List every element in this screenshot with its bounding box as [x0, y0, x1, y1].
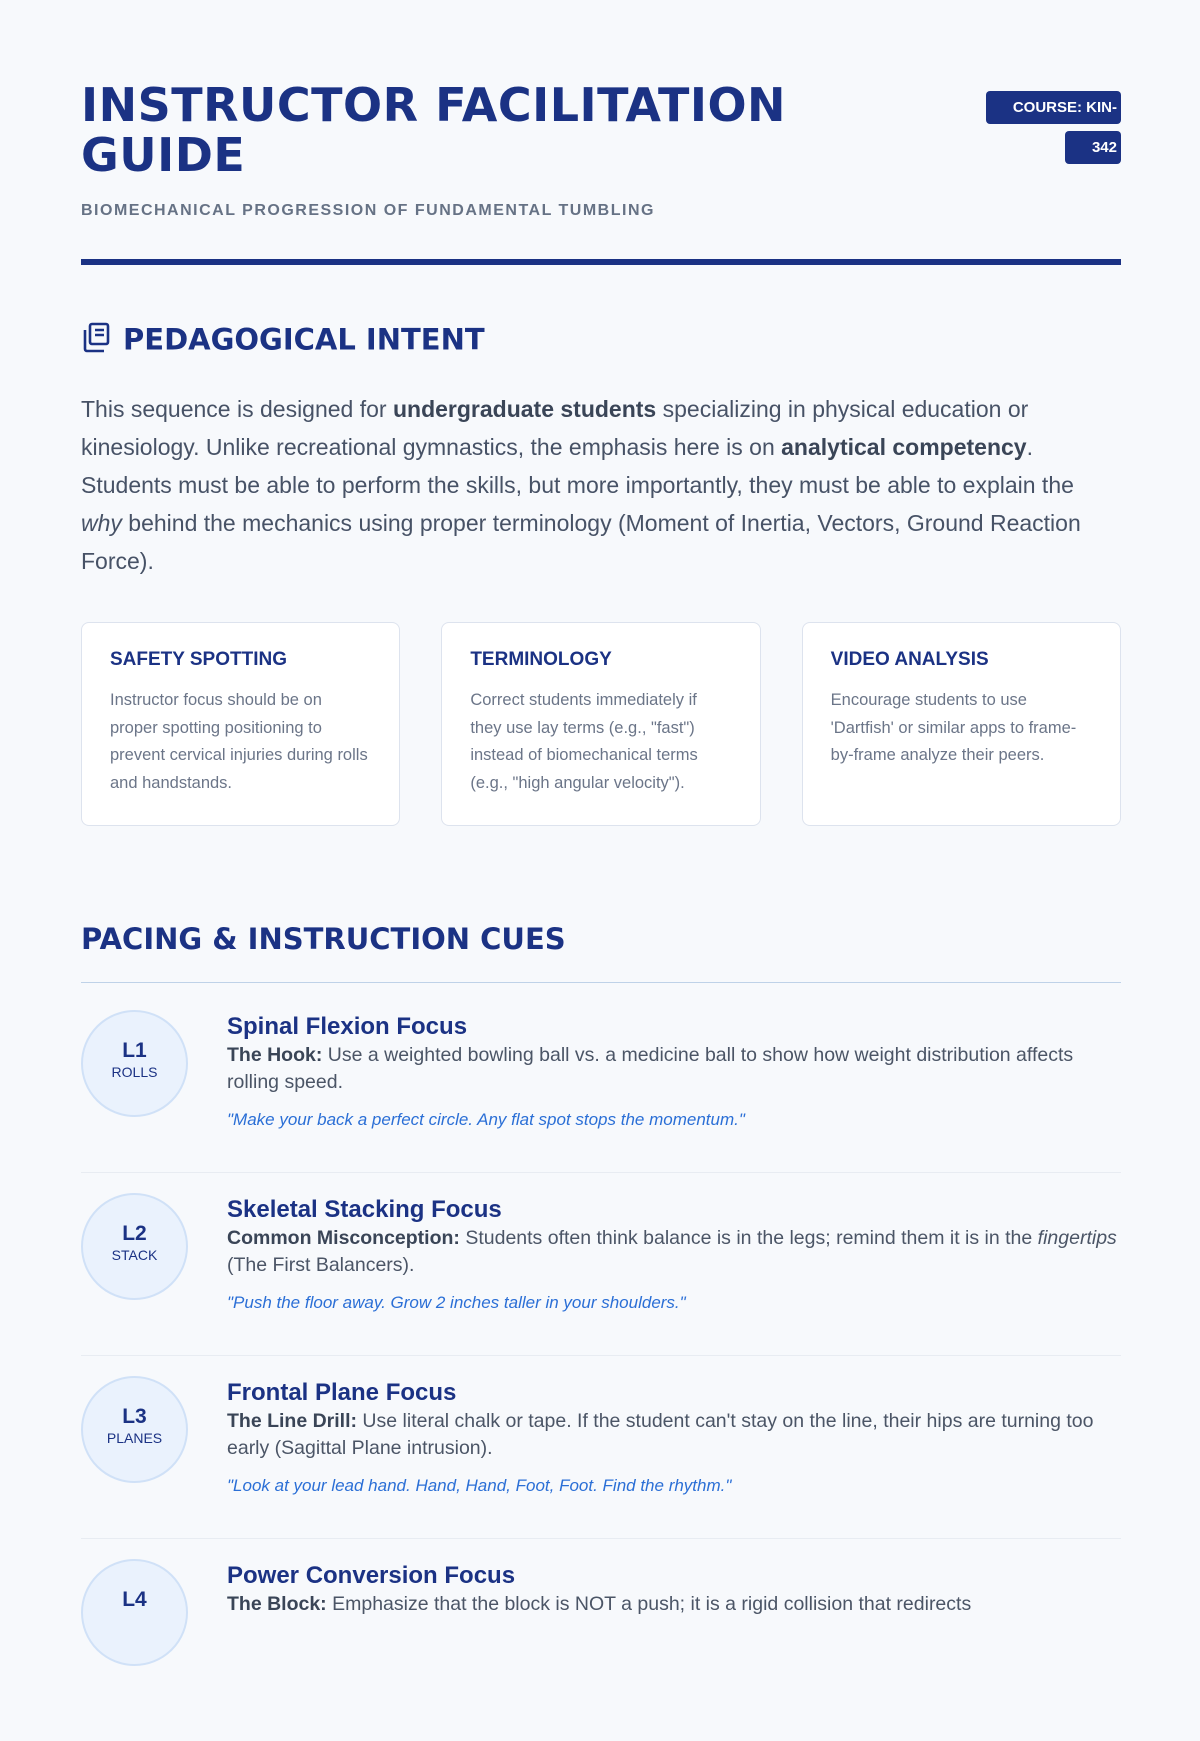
card-terminology	[441, 622, 760, 826]
card-title: VIDEO ANALYSIS	[830, 649, 989, 670]
header	[81, 80, 1121, 220]
level-badge	[81, 1193, 188, 1300]
level-badge	[81, 1559, 188, 1666]
cue-text: Emphasize that the block is NOT a push; it is a rigid collision that redirects	[326, 1593, 972, 1615]
cue-item-l4	[81, 1559, 1121, 1721]
cue-item-l3	[81, 1376, 1121, 1539]
pacing-divider	[81, 982, 1121, 983]
intent-text-3: . Students must be able to perform the skills, but more importantly, they must be able to explain the	[81, 434, 1074, 498]
cue-text: Use literal chalk or tape. If the student can't stay on the line, their hips are turning too early (Sagittal Plane intrusion).	[227, 1410, 1094, 1459]
level-number: L2	[122, 1222, 147, 1245]
level-number: L3	[122, 1405, 147, 1428]
cue-item-l1	[81, 1010, 1121, 1173]
cue-description	[227, 1591, 1121, 1618]
cue-item-l2	[81, 1193, 1121, 1356]
cue-text: Use a weighted bowling ball vs. a medicine ball to show how weight distribution affects rolling speed.	[227, 1044, 1074, 1093]
course-badge-label: COURSE: KIN-342	[986, 91, 1121, 164]
pedagogical-intent-title: PEDAGOGICAL INTENT	[123, 322, 485, 357]
card-title: SAFETY SPOTTING	[110, 649, 288, 670]
card-video-analysis	[802, 622, 1121, 826]
cue-body	[227, 1195, 1121, 1313]
level-badge	[81, 1010, 188, 1117]
cue-quote: "Make your back a perfect circle. Any flat spot stops the momentum."	[227, 1110, 745, 1129]
cue-text-after: (The First Balancers).	[227, 1254, 415, 1276]
level-tag: ROLLS	[111, 1064, 158, 1080]
card-title: TERMINOLOGY	[470, 649, 612, 670]
cue-body	[227, 1378, 1121, 1496]
cue-text: Students often think balance is in the legs; remind them it is in the	[459, 1227, 1038, 1249]
card-text: Encourage students to use 'Dartfish' or similar apps to frame-by-frame analyze their peers.	[830, 691, 1077, 764]
card-safety-spotting	[81, 622, 400, 826]
intent-text-1: This sequence is designed for	[81, 396, 393, 422]
copy-document-icon	[81, 322, 111, 361]
cue-description	[227, 1042, 1121, 1096]
cue-title: Power Conversion Focus	[227, 1562, 516, 1589]
page-subtitle: BIOMECHANICAL PROGRESSION OF FUNDAMENTAL TUMBLING	[81, 202, 655, 219]
cue-quote: "Look at your lead hand. Hand, Hand, Foot, Foot. Find the rhythm."	[227, 1476, 732, 1495]
cue-body	[227, 1561, 1121, 1618]
cue-body	[227, 1012, 1121, 1130]
cue-list	[81, 1010, 1121, 1741]
cue-description	[227, 1225, 1121, 1279]
page-title: INSTRUCTOR FACILITATION GUIDE	[81, 78, 787, 182]
level-number: L1	[122, 1039, 147, 1062]
level-badge	[81, 1376, 188, 1483]
cue-label: Common Misconception:	[227, 1227, 460, 1249]
cue-quote: "Push the floor away. Grow 2 inches taller in your shoulders."	[227, 1293, 686, 1312]
cue-title: Frontal Plane Focus	[227, 1379, 457, 1406]
cue-label: The Block:	[227, 1593, 327, 1615]
pacing-heading: PACING & INSTRUCTION CUES	[81, 922, 566, 956]
cue-label: The Hook:	[227, 1044, 323, 1066]
cue-description	[227, 1408, 1121, 1462]
card-text: Instructor focus should be on proper spotting positioning to prevent cervical injuries during rolls and handstands.	[110, 691, 368, 792]
level-tag: STACK	[111, 1247, 158, 1263]
cue-label: The Line Drill:	[227, 1410, 358, 1432]
intent-text-2: specializing in physical education or kinesiology. Unlike recreational gymnastics, the emphasis here is on	[81, 396, 1029, 460]
intent-bold-1: undergraduate students	[392, 396, 657, 422]
intent-emphasis: why	[81, 510, 122, 536]
card-text: Correct students immediately if they use lay terms (e.g., "fast") instead of biomechanical terms (e.g., "high angular velocity").	[470, 691, 698, 792]
intent-text-4: behind the mechanics using proper terminology (Moment of Inertia, Vectors, Ground Reaction Force).	[81, 510, 1081, 574]
level-tag: PLANES	[106, 1430, 163, 1446]
intent-paragraph	[81, 390, 1121, 580]
cue-title: Spinal Flexion Focus	[227, 1013, 468, 1040]
header-divider	[81, 259, 1121, 265]
focus-cards	[81, 622, 1121, 826]
intent-bold-2: analytical competency	[781, 434, 1027, 460]
cue-emphasis: fingertips	[1037, 1227, 1117, 1249]
course-badge	[978, 88, 1121, 168]
pedagogical-intent-heading	[81, 322, 485, 361]
cue-title: Skeletal Stacking Focus	[227, 1196, 502, 1223]
level-number: L4	[122, 1588, 147, 1611]
